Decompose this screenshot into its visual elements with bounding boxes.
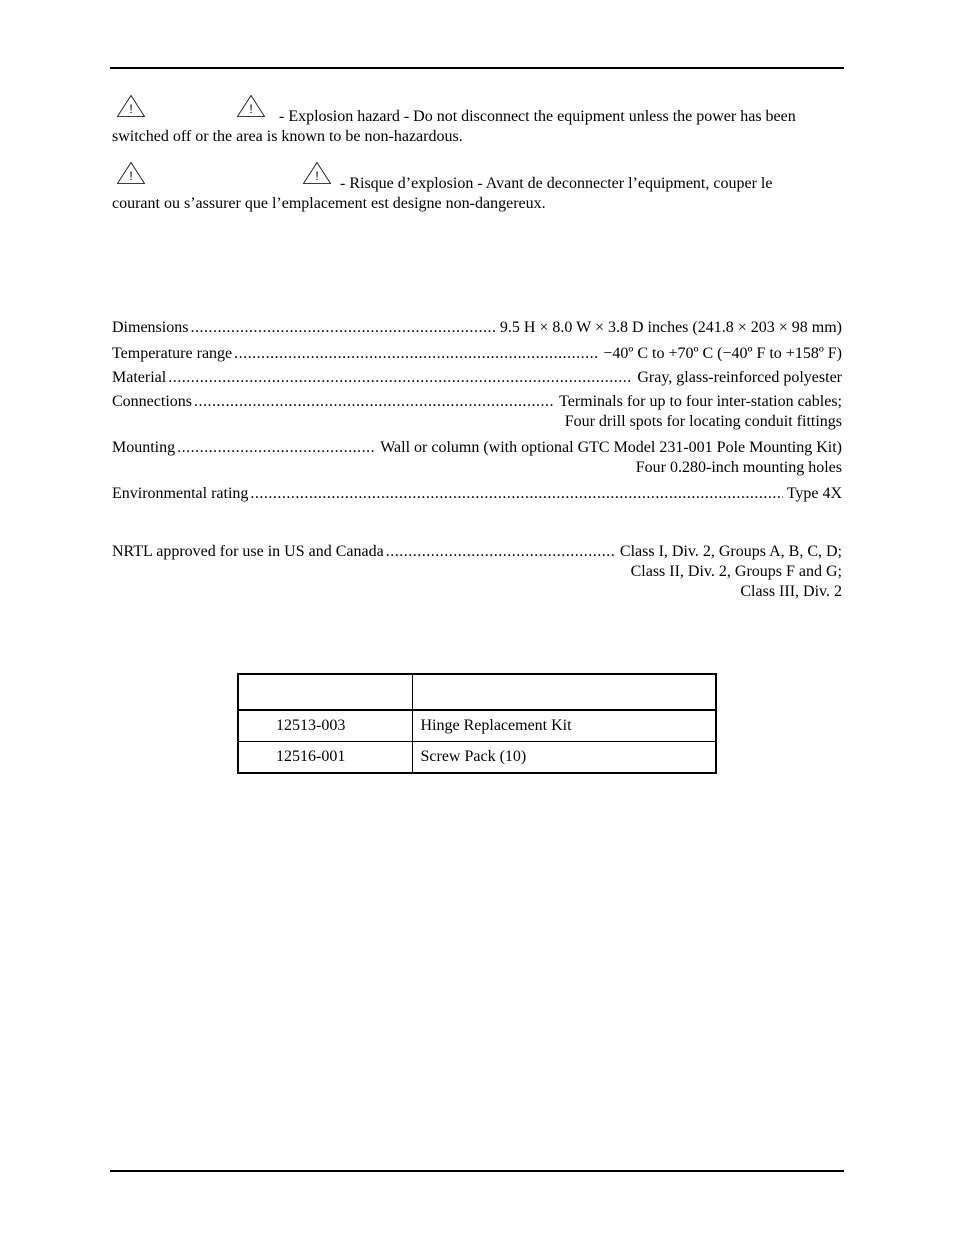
spec-continuation: Class II, Div. 2, Groups F and G; <box>630 563 842 580</box>
warning-fr-line1: - Risque d’explosion - Avant de deconnecter l’equipment, couper le <box>340 175 773 192</box>
spec-continuation: Class III, Div. 2 <box>740 583 842 600</box>
warning-en <box>112 107 844 147</box>
spec-label: Mounting <box>112 439 176 456</box>
spec-label: Connections <box>112 393 192 410</box>
part-number-cell: 12513-003 <box>238 710 412 742</box>
description-cell: Hinge Replacement Kit <box>412 710 716 742</box>
warning-fr <box>112 174 844 214</box>
leader-dots <box>250 484 782 504</box>
spec-label: Material <box>112 369 167 386</box>
warning-fr-line2: courant ou s’assurer que l’emplacement est designe non-dangereux. <box>112 195 546 212</box>
part-number-cell: 12516-001 <box>238 742 412 774</box>
spec-label: Temperature range <box>112 345 233 362</box>
leader-dots <box>194 392 555 412</box>
spec-value: Type 4X <box>786 485 842 502</box>
spec-approval <box>112 542 842 602</box>
svg-text:!: ! <box>249 102 253 116</box>
table-header-row <box>238 674 716 710</box>
leader-dots <box>168 368 633 388</box>
warning-en-line1: - Explosion hazard - Do not disconnect the equipment unless the power has been <box>279 108 796 125</box>
spec-value: Class I, Div. 2, Groups A, B, C, D; <box>619 543 842 560</box>
spec-continuation: Four 0.280-inch mounting holes <box>635 459 842 476</box>
spec-label: Dimensions <box>112 319 189 336</box>
spec-material <box>112 368 842 388</box>
leader-dots <box>190 318 495 338</box>
parts-table <box>237 673 717 774</box>
leader-dots <box>386 542 616 562</box>
leader-dots <box>177 438 376 458</box>
svg-text:!: ! <box>129 169 133 183</box>
leader-dots <box>234 344 599 364</box>
spec-label: Environmental rating <box>112 485 249 502</box>
svg-text:!: ! <box>315 169 319 183</box>
spec-environmental <box>112 484 842 504</box>
spec-temperature <box>112 344 842 364</box>
spec-value: Gray, glass-reinforced polyester <box>637 369 842 386</box>
spec-label: NRTL approved for use in US and Canada <box>112 543 384 560</box>
spec-connections <box>112 392 842 432</box>
spec-mounting <box>112 438 842 478</box>
spec-value: Wall or column (with optional GTC Model 231-001 Pole Mounting Kit) <box>380 439 842 456</box>
spec-value: 9.5 H × 8.0 W × 3.8 D inches (241.8 × 203 × 98 mm) <box>499 319 842 336</box>
spec-value: Terminals for up to four inter-station cables; <box>559 393 842 410</box>
spec-continuation: Four drill spots for locating conduit fittings <box>564 413 842 430</box>
spec-dimensions <box>112 318 842 338</box>
header-rule <box>110 67 844 69</box>
table-header-cell <box>412 674 716 710</box>
svg-text:!: ! <box>129 102 133 116</box>
table-row <box>238 710 716 742</box>
spec-value: −40º C to +70º C (−40º F to +158º F) <box>603 345 842 362</box>
description-cell: Screw Pack (10) <box>412 742 716 774</box>
footer-rule <box>110 1170 844 1172</box>
table-row <box>238 742 716 774</box>
table-header-cell <box>238 674 412 710</box>
warning-en-line2: switched off or the area is known to be non-hazardous. <box>112 128 463 145</box>
